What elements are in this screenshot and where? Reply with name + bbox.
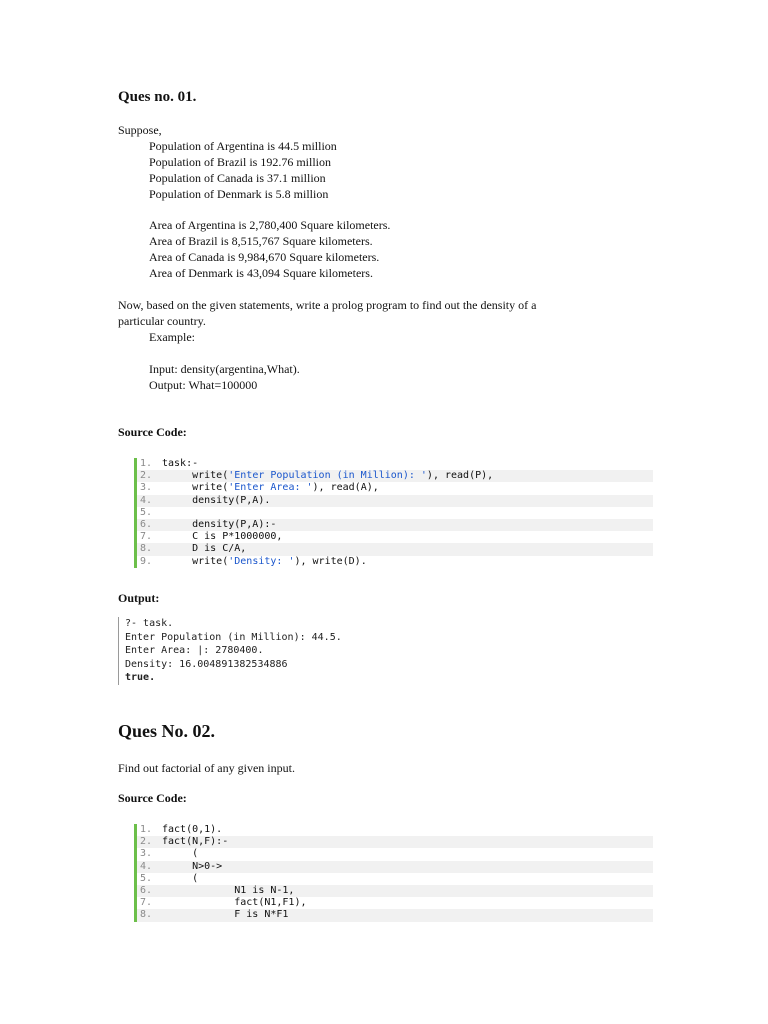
population-list bbox=[149, 138, 337, 202]
population-item: Population of Argentina is 44.5 million bbox=[149, 139, 337, 153]
example-input: Input: density(argentina,What). bbox=[149, 362, 300, 376]
console-line: true. bbox=[125, 672, 156, 683]
code-line: 8. D is C/A, bbox=[137, 543, 653, 555]
code-line: 6. N1 is N-1, bbox=[137, 885, 653, 897]
example-output: Output: What=100000 bbox=[149, 378, 258, 392]
code-line: 8. F is N*F1 bbox=[137, 909, 653, 921]
code-line: 6. density(P,A):- bbox=[137, 519, 653, 531]
area-item: Area of Denmark is 43,094 Square kilometers. bbox=[149, 266, 373, 280]
console-line: Enter Population (in Million): 44.5. bbox=[125, 631, 342, 643]
question-1-title: Ques no. 01. bbox=[118, 89, 197, 105]
area-item: Area of Argentina is 2,780,400 Square kilometers. bbox=[149, 218, 391, 232]
code-line: 4. N>0-> bbox=[137, 861, 653, 873]
console-line: Enter Area: |: 2780400. bbox=[125, 645, 264, 656]
code-line: 9. write('Density: '), write(D). bbox=[140, 555, 367, 567]
console-output bbox=[118, 617, 340, 685]
code-line: 2. write('Enter Population (in Million): '), read(P), bbox=[137, 470, 653, 482]
code-line: 2. fact(N,F):- bbox=[137, 836, 653, 848]
task-line-1: Now, based on the given statements, write a prolog program to find out the density of a bbox=[118, 298, 537, 312]
example-label: Example: bbox=[149, 330, 195, 344]
area-item: Area of Canada is 9,984,670 Square kilometers. bbox=[149, 250, 380, 264]
population-item: Population of Brazil is 192.76 million bbox=[149, 155, 331, 169]
source-code-heading: Source Code: bbox=[118, 425, 187, 439]
code-line: 5. ( bbox=[140, 872, 199, 884]
code-line: 5. bbox=[140, 506, 153, 518]
console-line: Density: 16.004891382534886 bbox=[125, 658, 288, 670]
question-1-intro: Suppose, bbox=[118, 123, 162, 137]
code-block-2 bbox=[134, 824, 653, 922]
population-item: Population of Canada is 37.1 million bbox=[149, 171, 326, 185]
code-line: 1. fact(0,1). bbox=[140, 824, 223, 835]
code-line: 1. task:- bbox=[140, 458, 199, 469]
output-heading: Output: bbox=[118, 591, 160, 605]
question-2-title: Ques No. 02. bbox=[118, 721, 216, 741]
population-item: Population of Denmark is 5.8 million bbox=[149, 187, 329, 201]
area-item: Area of Brazil is 8,515,767 Square kilometers. bbox=[149, 234, 373, 248]
code-line: 7. C is P*1000000, bbox=[140, 531, 283, 543]
question-2-task: Find out factorial of any given input. bbox=[118, 761, 295, 775]
code-line: 3. write('Enter Area: '), read(A), bbox=[140, 482, 379, 494]
code-line: 3. ( bbox=[140, 848, 199, 860]
task-line-2: particular country. bbox=[118, 314, 206, 328]
code-line: 7. fact(N1,F1), bbox=[140, 897, 307, 909]
console-line: ?- task. bbox=[125, 618, 174, 629]
source-code-heading-2: Source Code: bbox=[118, 791, 187, 805]
code-line: 4. density(P,A). bbox=[137, 495, 653, 507]
code-block-1 bbox=[134, 458, 653, 568]
area-list bbox=[149, 217, 390, 281]
